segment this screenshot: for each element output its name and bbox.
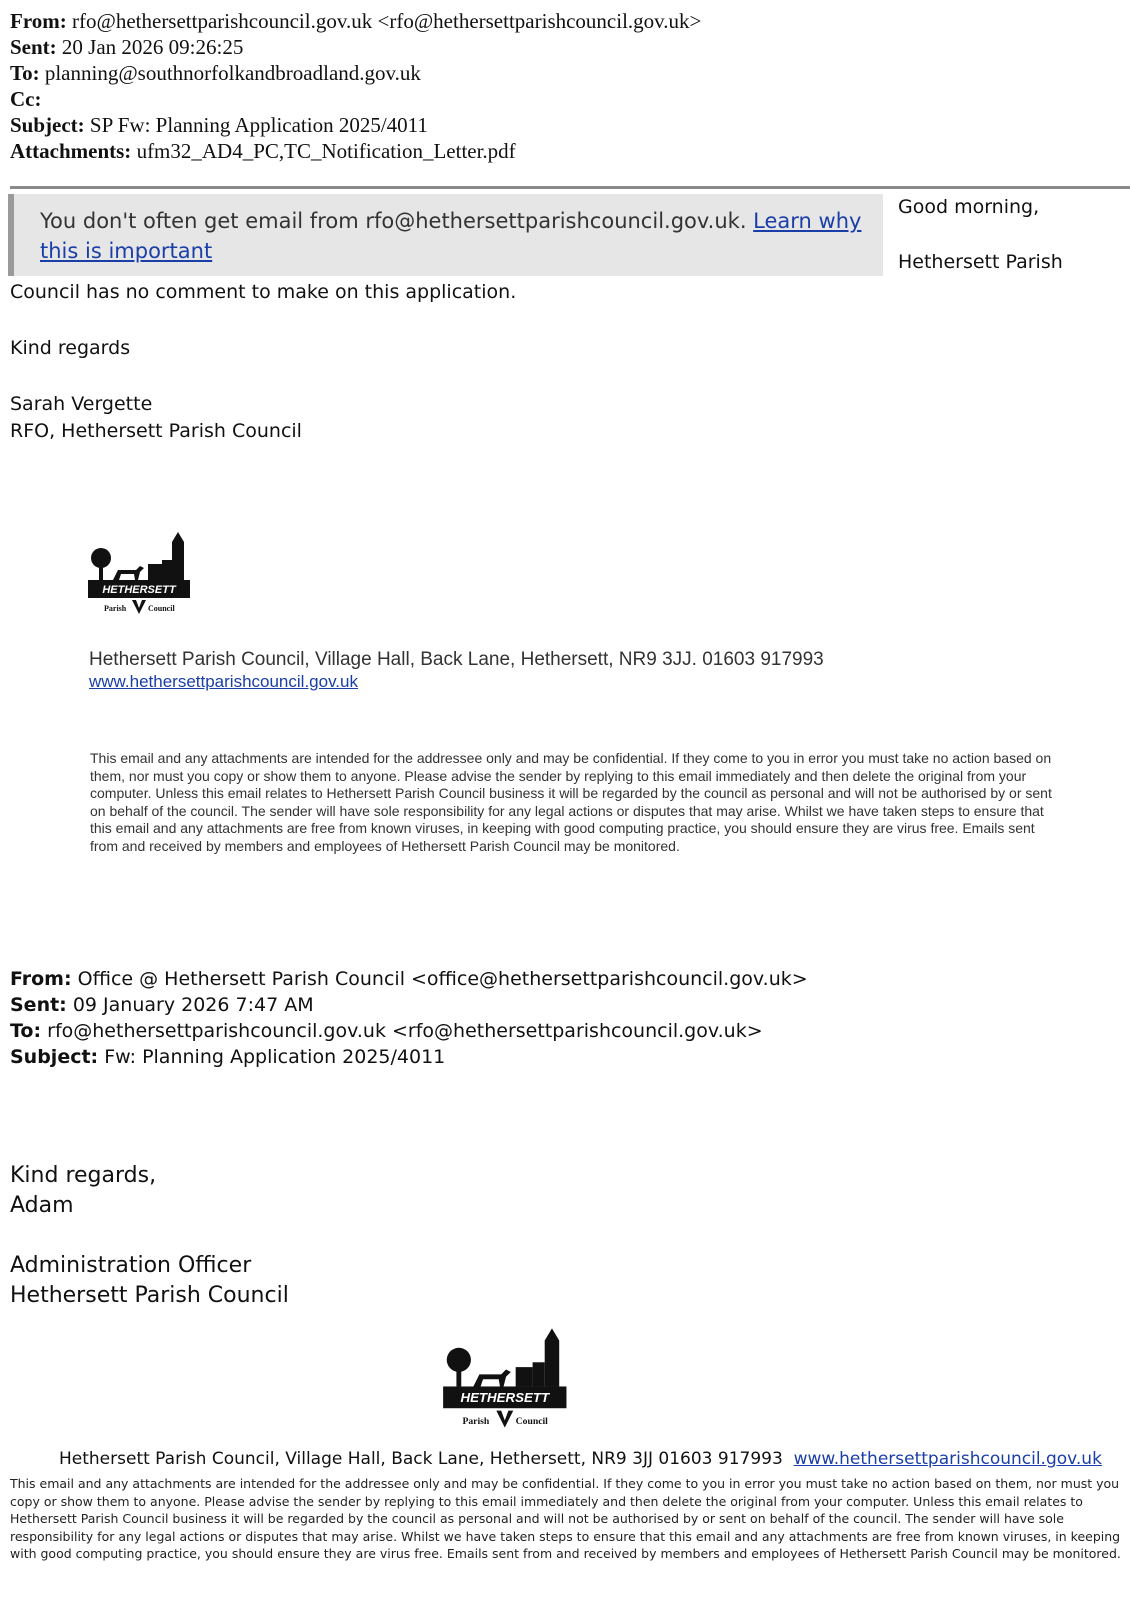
council-logo-2 (443, 1326, 569, 1430)
fwd-role: Administration Officer (10, 1253, 252, 1278)
header-cc: Cc: (10, 87, 42, 111)
council-logo-graphic (88, 530, 192, 616)
logo2-title: HETHERSETT (460, 1390, 550, 1406)
fwd-org: Hethersett Parish Council (10, 1283, 289, 1308)
signature2-website-link[interactable]: www.hethersettparishcouncil.gov.uk (793, 1449, 1102, 1469)
signature2-disclaimer: This email and any attachments are intended for the addressee only and may be confidential. If they come to you in error you must take no action based on them, nor must you copy or show them to anyone. Please advise the sender by replying to this email immediately and then delete the original from your computer. Unless this email relates to Hethersett Parish Council business it will be regarded by the council as personal and will not be authorised by or sent on behalf of the council. The sender will have sole responsibility for any legal actions or disputes that may arise. Whilst we have taken steps to ensure that this email and any attachments are free from known viruses, in keeping with good computing practice, you should ensure they are virus free. Emails sent from and received by members and employees of Hethersett Parish Council may be monitored. (10, 1476, 1121, 1561)
logo2-houses (516, 1367, 533, 1386)
body-line-part2: Council has no comment to make on this application. (10, 281, 517, 303)
banner-text: You don't often get email from rfo@hethersettparishcouncil.gov.uk. (40, 209, 754, 233)
greeting: Good morning, (898, 196, 1040, 218)
header-from: From: rfo@hethersettparishcouncil.gov.uk <rfo@hethersettparishcouncil.gov.uk> (10, 9, 702, 33)
signature-address: Hethersett Parish Council, Village Hall, Back Lane, Hethersett, NR9 3JJ. 01603 917993 (89, 649, 824, 670)
signature2-line (59, 1449, 1102, 1469)
header-divider (10, 186, 1130, 189)
logo-sub-left: Parish (104, 604, 127, 613)
closing: Kind regards (10, 337, 131, 359)
logo-sub-right: Council (148, 604, 175, 613)
signer-name: Sarah Vergette (10, 393, 153, 415)
header-to: To: planning@southnorfolkandbroadland.gov.uk (10, 61, 421, 85)
forwarded-header (10, 966, 808, 1070)
fwd-sent: Sent: 09 January 2026 7:47 AM (10, 994, 314, 1016)
header-subject: Subject: SP Fw: Planning Application 2025/4011 (10, 113, 428, 137)
logo-title: HETHERSETT (102, 584, 176, 596)
fwd-subject: Subject: Fw: Planning Application 2025/4011 (10, 1046, 446, 1068)
logo2-deer (473, 1370, 510, 1387)
logo-houses (148, 564, 162, 580)
header-sent: Sent: 20 Jan 2026 09:26:25 (10, 35, 244, 59)
signature-website-link[interactable]: www.hethersettparishcouncil.gov.uk (89, 672, 358, 691)
fwd-to: To: rfo@hethersettparishcouncil.gov.uk <rfo@hethersettparishcouncil.gov.uk> (10, 1020, 763, 1042)
signature-disclaimer: This email and any attachments are intended for the addressee only and may be confidential. If they come to you in error you must take no action based on them, nor must you copy or show them to anyone. Please advise the sender by replying to this email immediately and then delete the original from your computer. Unless this email relates to Hethersett Parish Council business it will be regarded by the council as personal and will not be authorised by or sent on behalf of the council. The sender will have sole responsibility for any legal actions or disputes that may arise. Whilst we have taken steps to ensure that this email and any attachments are free from known viruses, in keeping with good computing practice, you should ensure they are virus free. Emails sent from and received by members and employees of Hethersett Parish Council may be monitored. (90, 750, 1052, 854)
council-logo-2-graphic (443, 1326, 569, 1430)
logo-church (172, 542, 184, 580)
logo2-sub-right: Council (515, 1415, 548, 1427)
council-logo (88, 530, 192, 616)
learn-why-link[interactable]: Learn why this is important (40, 209, 862, 263)
fwd-closing: Kind regards, (10, 1163, 157, 1188)
logo2-church (545, 1341, 560, 1387)
logo-deer (113, 566, 144, 580)
email-header (10, 8, 701, 164)
header-attachments: Attachments: ufm32_AD4_PC,TC_Notification_Letter.pdf (10, 139, 516, 163)
body-line-part1: Hethersett Parish (898, 251, 1063, 273)
fwd-signer-name: Adam (10, 1193, 74, 1218)
signature2-address: Hethersett Parish Council, Village Hall, Back Lane, Hethersett, NR9 3JJ 01603 917993 (59, 1449, 783, 1469)
fwd-from: From: Office @ Hethersett Parish Council <office@hethersettparishcouncil.gov.uk> (10, 968, 808, 990)
signer-title: RFO, Hethersett Parish Council (10, 420, 302, 442)
external-sender-banner (8, 194, 883, 276)
logo2-sub-left: Parish (462, 1415, 490, 1427)
